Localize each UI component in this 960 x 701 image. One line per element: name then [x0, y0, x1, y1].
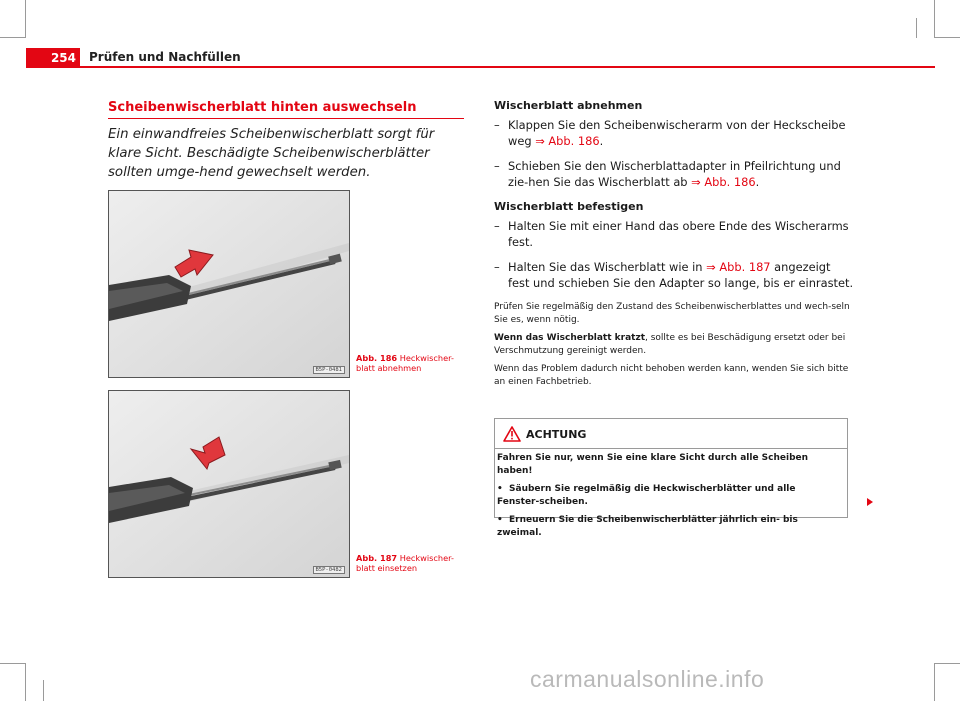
crop-mark	[934, 663, 935, 701]
caption-number: Abb. 187	[356, 553, 398, 563]
figure-code: B5P-0482	[313, 566, 346, 574]
crop-mark	[0, 663, 26, 664]
step-dash: –	[494, 118, 500, 132]
watermark: carmanualsonline.info	[530, 666, 765, 692]
step-dash: –	[494, 159, 500, 173]
caption-number: Abb. 186	[356, 353, 398, 363]
warning-bullet	[497, 514, 837, 539]
page-number: 254	[26, 48, 80, 68]
attach-heading: Wischerblatt befestigen	[494, 200, 644, 213]
warning-header	[495, 419, 847, 449]
section-rule	[108, 118, 464, 119]
continue-arrow-icon	[867, 498, 873, 506]
step-text-after: angezeigt fest und schieben Sie den Adapter so lange, bis er einrastet.	[508, 260, 854, 290]
figure-186	[108, 190, 350, 378]
crop-mark	[43, 680, 44, 701]
paragraph-check: Prüfen Sie regelmäßig den Zustand des Scheibenwischerblattes und wech-seln Sie es, wenn nötig.	[494, 302, 850, 325]
step-item	[494, 117, 854, 149]
section-title: Scheibenwischerblatt hinten auswechseln	[108, 100, 417, 115]
instructions-column	[494, 99, 854, 388]
step-text: Halten Sie mit einer Hand das obere Ende des Wischerarms fest.	[508, 219, 849, 249]
figure-code: B5P-0481	[313, 366, 346, 374]
figure-caption	[356, 353, 466, 373]
running-header-title: Prüfen und Nachfüllen	[89, 50, 241, 64]
crop-mark	[25, 0, 26, 37]
step-text: Klappen Sie den Scheibenwischerarm von der Heckscheibe weg	[508, 118, 846, 148]
step-dash: –	[494, 260, 500, 274]
bullet-icon: •	[497, 515, 510, 525]
remove-heading: Wischerblatt abnehmen	[494, 99, 643, 112]
crop-mark	[25, 663, 26, 701]
warning-lead: Fahren Sie nur, wenn Sie eine klare Sicht durch alle Scheiben haben!	[497, 453, 809, 476]
figure-reference-link[interactable]: ⇒ Abb. 186	[535, 134, 600, 148]
crop-mark	[934, 0, 935, 37]
step-text-after: .	[755, 175, 760, 189]
warning-bullet-text: Säubern Sie regelmäßig die Heckwischerblätter und alle Fenster-scheiben.	[497, 484, 796, 507]
section-intro: Ein einwandfreies Scheibenwischerblatt sorgt für klare Sicht. Beschädigte Scheibenwischerblätter sollten umge-hend gewechselt werden.	[108, 127, 435, 180]
header-rule	[80, 66, 935, 68]
warning-body	[497, 452, 837, 545]
figure-reference-link[interactable]: ⇒ Abb. 186	[691, 175, 756, 189]
warning-bullet	[497, 483, 837, 508]
step-item	[494, 259, 854, 291]
step-item	[494, 218, 854, 250]
crop-mark	[916, 18, 917, 38]
warning-bullet-text: Erneuern Sie die Scheibenwischerblätter jährlich ein- bis zweimal.	[497, 515, 798, 538]
figure-caption	[356, 553, 466, 573]
crop-mark	[934, 37, 960, 38]
step-item	[494, 158, 854, 190]
step-text: Halten Sie das Wischerblatt wie in	[508, 260, 703, 274]
warning-label: ACHTUNG	[526, 428, 587, 441]
figure-reference-link[interactable]: ⇒ Abb. 187	[706, 260, 771, 274]
figure-187	[108, 390, 350, 578]
bullet-icon: •	[497, 484, 510, 494]
caption-text: Heckwischer-blatt abnehmen	[356, 353, 454, 373]
paragraph-workshop: Wenn das Problem dadurch nicht behoben werden kann, wenden Sie sich bitte an einen Fachbetrieb.	[494, 364, 849, 387]
step-text-after: .	[599, 134, 604, 148]
caption-text: Heckwischer-blatt einsetzen	[356, 553, 454, 573]
step-dash: –	[494, 219, 500, 233]
crop-mark	[0, 37, 26, 38]
crop-mark	[934, 663, 960, 664]
paragraph-rest: , sollte es bei Beschädigung ersetzt oder bei Verschmutzung gereinigt werden.	[494, 333, 846, 356]
paragraph-scratch	[494, 332, 854, 357]
step-text: Schieben Sie den Wischerblattadapter in Pfeilrichtung und zie-hen Sie das Wischerblatt ab	[508, 159, 841, 189]
warning-triangle-icon	[503, 426, 521, 442]
warning-box	[494, 418, 848, 538]
paragraph-lead: Wenn das Wischerblatt kratzt	[494, 333, 645, 343]
